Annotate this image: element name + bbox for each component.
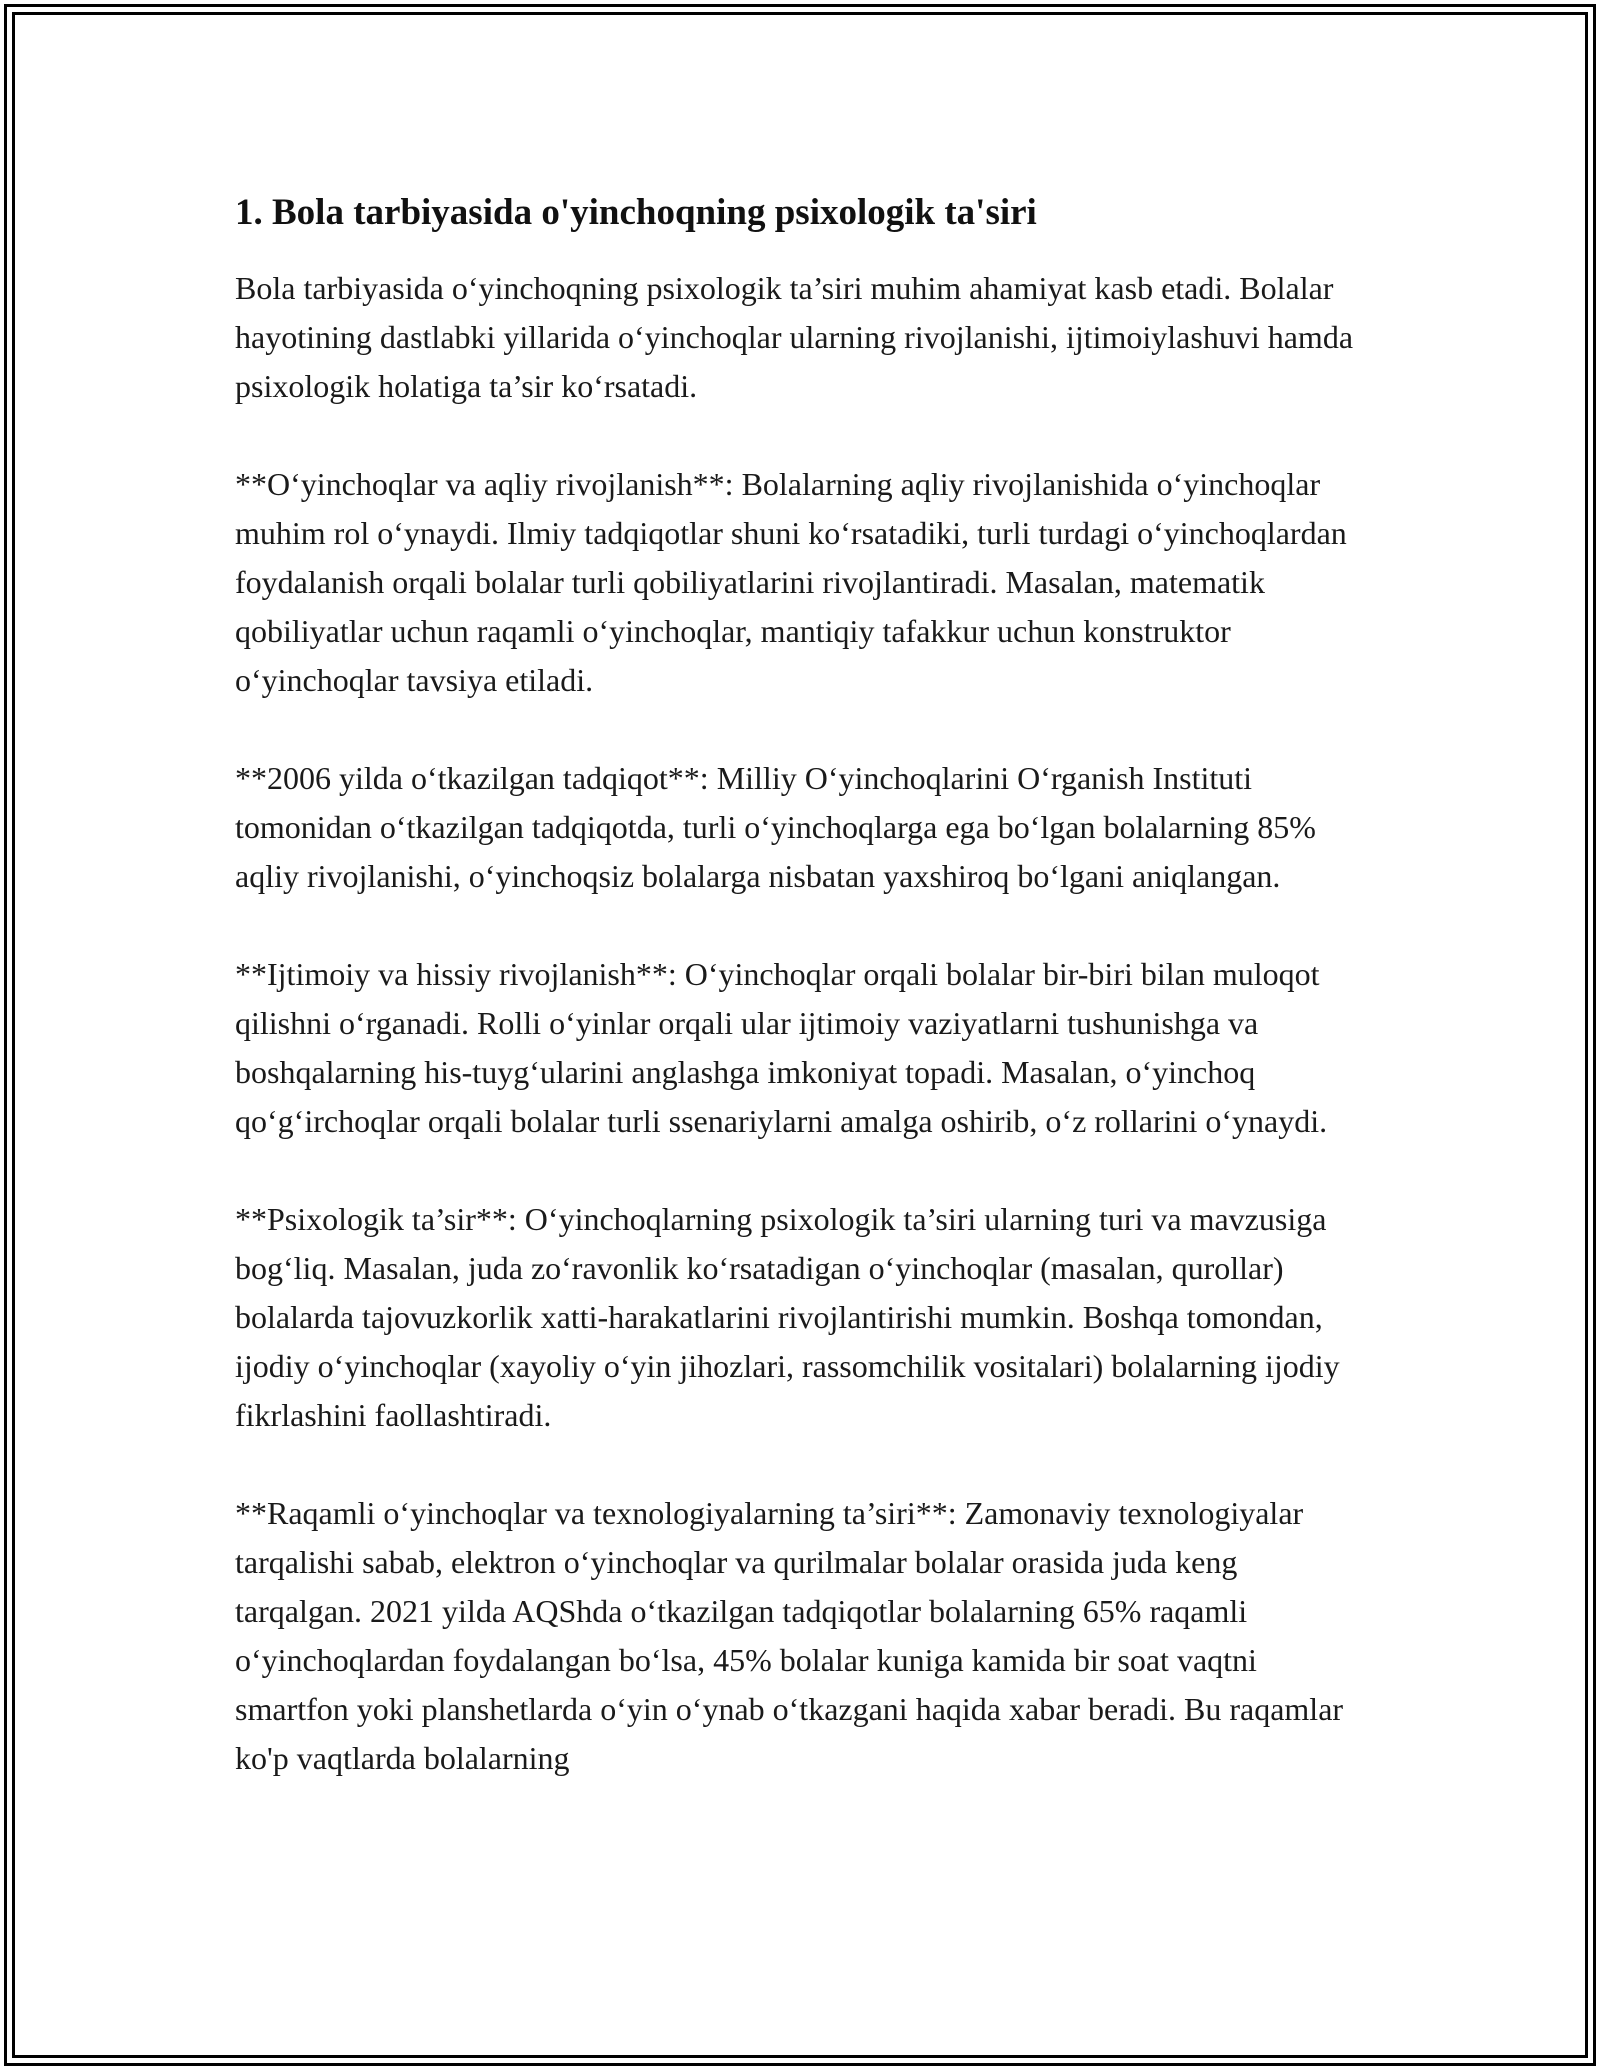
paragraph-mental-development: **O‘yinchoqlar va aqliy rivojlanish**: Bolalarning aqliy rivojlanishida o‘yinchoqlar muhim rol o‘ynaydi. Ilmiy tadqiqotlar shuni ko‘rsatadiki, turli turdagi o‘yinchoqlardan foydalanish orqali bolalar turli qobiliyatlarini rivojlantiradi. Masalan, matematik qobiliyatlar uchun raqamli o‘yinchoqlar, mantiqiy tafakkur uchun konstruktor o‘yinchoqlar tavsiya etiladi. xyxy=(235,466,1347,698)
document-body xyxy=(235,188,1365,1832)
paragraph-2006-study: **2006 yilda o‘tkazilgan tadqiqot**: Milliy O‘yinchoqlarini O‘rganish Instituti tomonidan o‘tkazilgan tadqiqotda, turli o‘yinchoqlarga ega bo‘lgan bolalarning 85% aqliy rivojlanishi, o‘yinchoqsiz bolalarga nisbatan yaxshiroq bo‘lgani aniqlangan. xyxy=(235,760,1316,894)
paragraph-social-emotional: **Ijtimoiy va hissiy rivojlanish**: O‘yinchoqlar orqali bolalar bir-biri bilan muloqot qilishni o‘rganadi. Rolli o‘yinlar orqali ular ijtimoiy vaziyatlarni tushunishga va boshqalarning his-tuyg‘ularini anglashga imkoniyat topadi. Masalan, o‘yinchoq qo‘g‘irchoqlar orqali bolalar turli ssenariylarni amalga oshirib, o‘z rollarini o‘ynaydi. xyxy=(235,956,1328,1139)
paragraph-psychological-effect: **Psixologik ta’sir**: O‘yinchoqlarning psixologik ta’siri ularning turi va mavzusiga bog‘liq. Masalan, juda zo‘ravonlik ko‘rsatadigan o‘yinchoqlar (masalan, qurollar) bolalarda tajovuzkorlik xatti-harakatlarini rivojlantirishi mumkin. Boshqa tomondan, ijodiy o‘yinchoqlar (xayoliy o‘yin jihozlari, rassomchilik vositalari) bolalarning ijodiy fikrlashini faollashtiradi. xyxy=(235,1201,1340,1433)
paragraph-intro: Bola tarbiyasida o‘yinchoqning psixologik ta’siri muhim ahamiyat kasb etadi. Bolalar hayotining dastlabki yillarida o‘yinchoqlar ularning rivojlanishi, ijtimoiylashuvi hamda psixologik holatiga ta’sir ko‘rsatadi. xyxy=(235,270,1354,404)
section-title: 1. Bola tarbiyasida o'yinchoqning psixologik ta'siri xyxy=(235,192,1037,233)
paragraph-digital-toys: **Raqamli o‘yinchoqlar va texnologiyalarning ta’siri**: Zamonaviy texnologiyalar tarqalishi sabab, elektron o‘yinchoqlar va qurilmalar bolalar orasida juda keng tarqalgan. 2021 yilda AQShda o‘tkazilgan tadqiqotlar bolalarning 65% raqamli o‘yinchoqlardan foydalangan bo‘lsa, 45% bolalar kuniga kamida bir soat vaqtni smartfon yoki planshetlarda o‘yin o‘ynab o‘tkazgani haqida xabar beradi. Bu raqamlar ko'p vaqtlarda bolalarning xyxy=(235,1495,1344,1776)
